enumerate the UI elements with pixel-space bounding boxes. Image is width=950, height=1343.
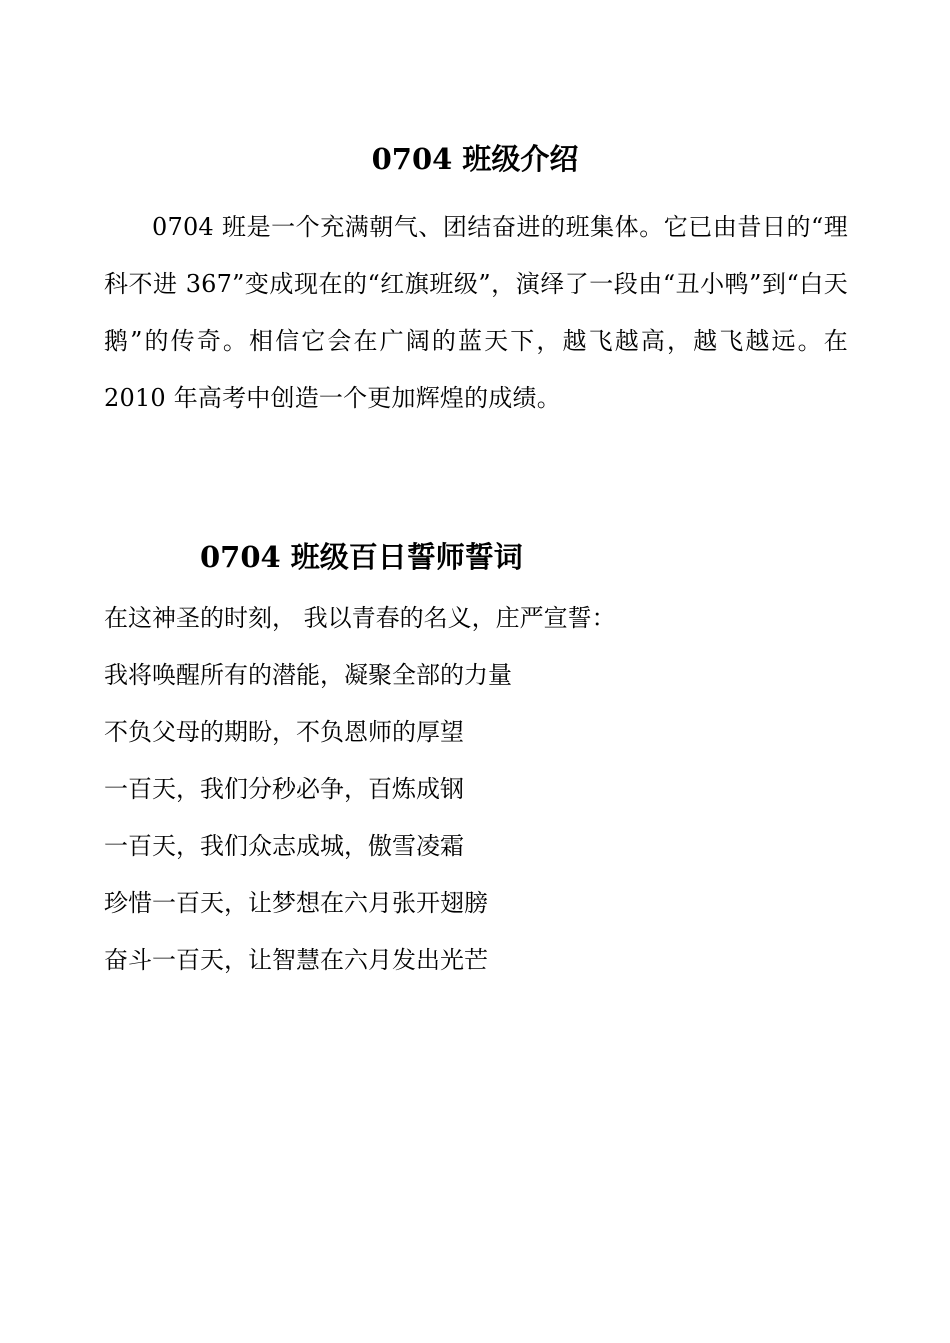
oath-line: 我将唤醒所有的潜能，凝聚全部的力量 <box>104 661 512 689</box>
oath-lines <box>104 590 864 989</box>
oath-line: 珍惜一百天，让梦想在六月张开翅膀 <box>104 889 488 917</box>
intro-paragraph: 0704 班是一个充满朝气、团结奋进的班集体。它已由昔日的“理科不进 367”变成现在的“红旗班级”，演绎了一段由“丑小鸭”到“白天鹅”的传奇。相信它会在广阔的蓝天下，越飞越高，越飞越远。在 2010 年高考中创造一个更加辉煌的成绩。 <box>104 213 848 412</box>
oath-line: 一百天，我们分秒必争，百炼成钢 <box>104 775 464 803</box>
oath-line: 奋斗一百天，让智慧在六月发出光芒 <box>104 946 488 974</box>
oath-line: 不负父母的期盼，不负恩师的厚望 <box>104 718 464 746</box>
oath-line: 一百天，我们众志成城，傲雪凌霜 <box>104 832 464 860</box>
intro-title: 0704 班级介绍 <box>371 142 579 176</box>
oath-title: 0704 班级百日誓师誓词 <box>200 540 523 574</box>
oath-line: 在这神圣的时刻， 我以青春的名义，庄严宣誓： <box>104 604 616 632</box>
